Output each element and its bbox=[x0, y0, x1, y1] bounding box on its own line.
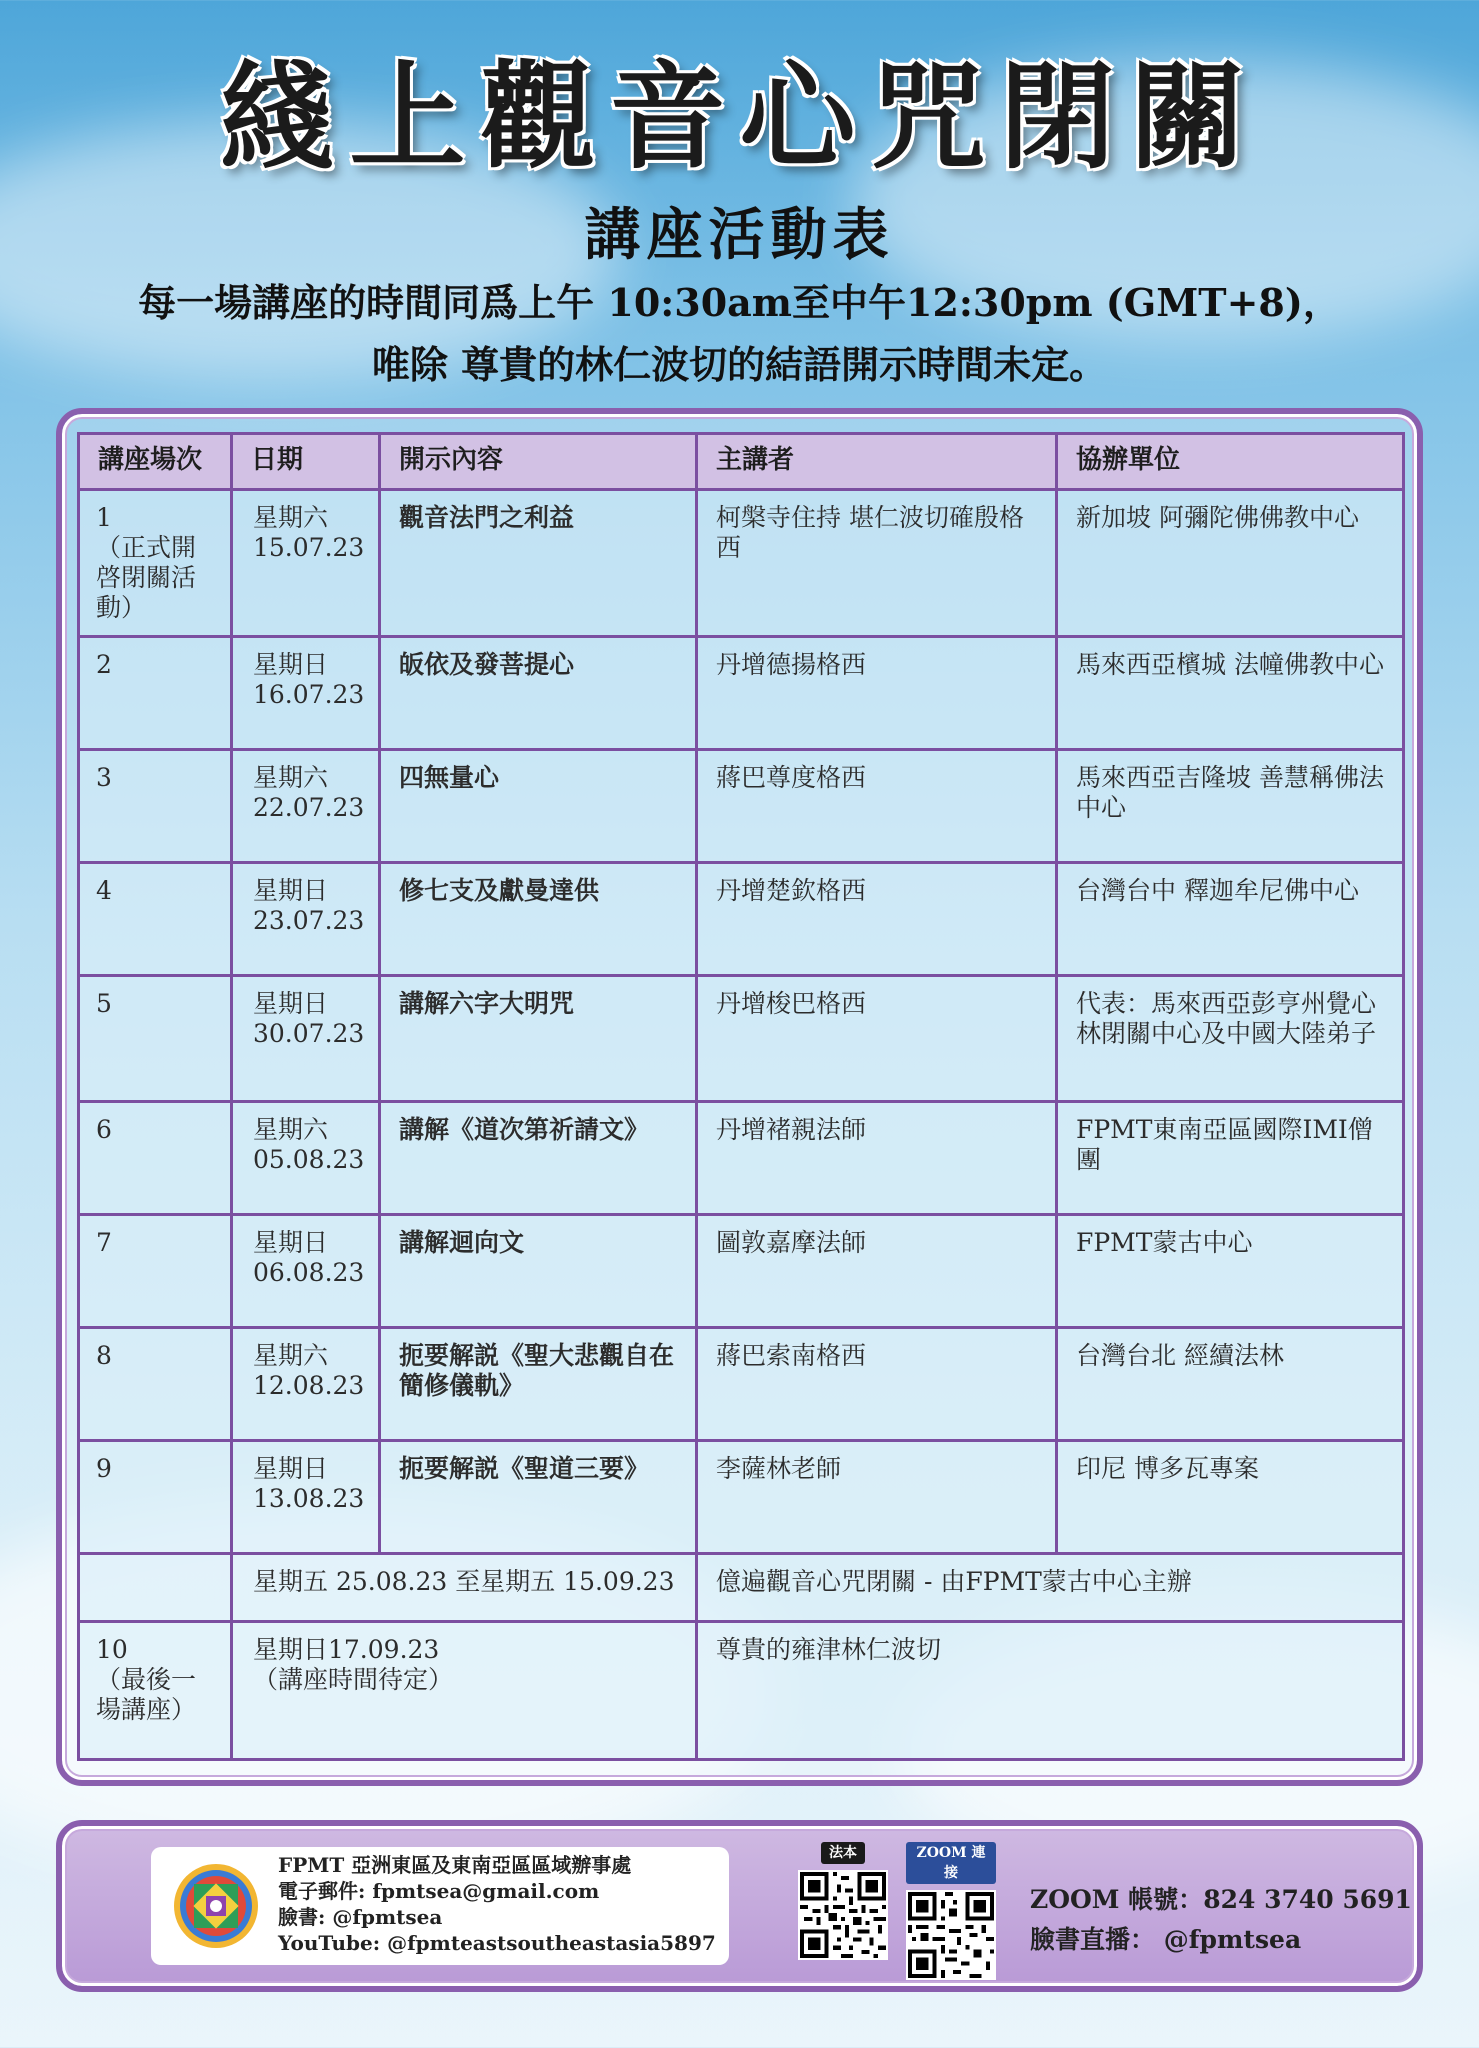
date-note: （講座時間待定） bbox=[253, 1665, 454, 1694]
topic-cell: 皈依及發菩提心 bbox=[380, 637, 697, 750]
youtube-link[interactable]: @fpmteastsoutheastasia5897 bbox=[387, 1931, 716, 1955]
host-cell: 台灣台中 釋迦牟尼佛中心 bbox=[1057, 863, 1404, 976]
topic-cell: 扼要解説《聖大悲觀自在簡修儀軌》 bbox=[380, 1328, 697, 1441]
session-number: 4 bbox=[96, 876, 112, 905]
topic-cell: 修七支及獻曼達供 bbox=[380, 863, 697, 976]
zoom-label: ZOOM 帳號： bbox=[1030, 1885, 1204, 1914]
speaker-cell: 丹增德揚格西 bbox=[697, 637, 1057, 750]
session-number: 6 bbox=[96, 1115, 112, 1144]
session-cell bbox=[79, 1441, 232, 1554]
session-cell bbox=[79, 1328, 232, 1441]
session-cell bbox=[79, 1215, 232, 1328]
live-label: 臉書直播： bbox=[1030, 1925, 1156, 1954]
facebook-line bbox=[278, 1904, 728, 1930]
org-name: FPMT 亞洲東區及東南亞區區域辦事處 bbox=[278, 1853, 632, 1877]
speaker-cell: 圖敦嘉摩法師 bbox=[697, 1215, 1057, 1328]
session-cell bbox=[79, 1622, 232, 1760]
table-header-row bbox=[79, 434, 1404, 490]
host-cell: FPMT蒙古中心 bbox=[1057, 1215, 1404, 1328]
session-number: 1 bbox=[96, 503, 112, 532]
session-cell bbox=[79, 490, 232, 637]
topic-cell: 觀音法門之利益 bbox=[380, 490, 697, 637]
topic-cell: 講解迴向文 bbox=[380, 1215, 697, 1328]
zoom-qr-block[interactable] bbox=[906, 1842, 996, 1984]
speaker-cell: 尊貴的雍津林仁波切 bbox=[697, 1622, 1404, 1760]
table-row bbox=[79, 1441, 1404, 1554]
table-row bbox=[79, 863, 1404, 976]
email-link[interactable]: fpmtsea@gmail.com bbox=[372, 1879, 600, 1903]
weekday: 星期日 bbox=[253, 650, 329, 679]
weekday: 星期日 bbox=[253, 989, 329, 1018]
header-topic: 開示內容 bbox=[380, 434, 697, 490]
host-cell: 馬來西亞吉隆坡 善慧稱佛法中心 bbox=[1057, 750, 1404, 863]
text-qr-block[interactable] bbox=[798, 1842, 888, 1964]
date-cell bbox=[232, 976, 380, 1102]
date: 12.08.23 bbox=[253, 1371, 365, 1400]
host-cell: 新加坡 阿彌陀佛佛教中心 bbox=[1057, 490, 1404, 637]
date: 30.07.23 bbox=[253, 1019, 365, 1048]
speaker-cell: 蔣巴索南格西 bbox=[697, 1328, 1057, 1441]
header-date: 日期 bbox=[232, 434, 380, 490]
youtube-label: YouTube: bbox=[278, 1931, 381, 1955]
retreat-description: 億遍觀音心咒閉關 - 由FPMT蒙古中心主辦 bbox=[697, 1554, 1404, 1622]
header-host: 協辦單位 bbox=[1057, 434, 1404, 490]
table-row bbox=[79, 490, 1404, 637]
date: 06.08.23 bbox=[253, 1258, 365, 1287]
header-speaker: 主講者 bbox=[697, 434, 1057, 490]
topic-cell: 講解六字大明咒 bbox=[380, 976, 697, 1102]
page-title: 綫上觀音心咒閉關 bbox=[219, 49, 1260, 185]
session-cell bbox=[79, 1102, 232, 1215]
time-note-line1: 每一場講座的時間同爲上午 10:30am至中午12:30pm (GMT+8)， bbox=[138, 280, 1341, 325]
date-cell bbox=[232, 863, 380, 976]
speaker-cell: 丹增褚親法師 bbox=[697, 1102, 1057, 1215]
date: 23.07.23 bbox=[253, 906, 365, 935]
topic-cell: 扼要解説《聖道三要》 bbox=[380, 1441, 697, 1554]
weekday: 星期日 bbox=[253, 1228, 329, 1257]
session-number: 2 bbox=[96, 650, 112, 679]
speaker-cell: 丹增楚欽格西 bbox=[697, 863, 1057, 976]
session-number: 10 bbox=[96, 1635, 128, 1664]
zoom-id[interactable]: 824 3740 5691 bbox=[1203, 1885, 1412, 1914]
table-row bbox=[79, 1215, 1404, 1328]
date-cell bbox=[232, 1441, 380, 1554]
retreat-row bbox=[79, 1554, 1404, 1622]
host-cell: 台灣台北 經續法林 bbox=[1057, 1328, 1404, 1441]
youtube-line bbox=[278, 1930, 728, 1956]
table-row bbox=[79, 1328, 1404, 1441]
qr-code-icon[interactable] bbox=[798, 1870, 888, 1960]
date-cell bbox=[232, 637, 380, 750]
email-label: 電子郵件: bbox=[278, 1879, 366, 1903]
page-subtitle: 講座活動表 bbox=[584, 202, 895, 268]
session-cell bbox=[79, 637, 232, 750]
table-row bbox=[79, 976, 1404, 1102]
speaker-cell: 柯槃寺住持 堪仁波切確殷格西 bbox=[697, 490, 1057, 637]
date: 13.08.23 bbox=[253, 1484, 365, 1513]
speaker-cell: 丹增梭巴格西 bbox=[697, 976, 1057, 1102]
topic-cell: 講解《道次第祈請文》 bbox=[380, 1102, 697, 1215]
session-note: （最後一場講座） bbox=[96, 1665, 197, 1724]
session-cell bbox=[79, 863, 232, 976]
date-cell bbox=[232, 1102, 380, 1215]
weekday: 星期六 bbox=[253, 1115, 329, 1144]
table-row bbox=[79, 750, 1404, 863]
retreat-session-cell bbox=[79, 1554, 232, 1622]
qr-label-text: 法本 bbox=[821, 1842, 865, 1864]
session-number: 5 bbox=[96, 989, 112, 1018]
table-row bbox=[79, 637, 1404, 750]
fpmt-mandala-logo-icon bbox=[172, 1862, 260, 1950]
host-cell: 代表：馬來西亞彭亨州覺心林閉關中心及中國大陸弟子 bbox=[1057, 976, 1404, 1102]
qr-code-icon[interactable] bbox=[906, 1890, 996, 1980]
session-cell bbox=[79, 976, 232, 1102]
session-cell bbox=[79, 750, 232, 863]
contact-info bbox=[278, 1852, 728, 1956]
retreat-dates: 星期五 25.08.23 至星期五 15.09.23 bbox=[232, 1554, 697, 1622]
zoom-info bbox=[1030, 1880, 1412, 1960]
date-cell bbox=[232, 1622, 697, 1760]
topic-cell: 四無量心 bbox=[380, 750, 697, 863]
facebook-label: 臉書: bbox=[278, 1905, 326, 1929]
zoom-line bbox=[1030, 1880, 1412, 1920]
weekday: 星期六 bbox=[253, 503, 329, 532]
weekday: 星期六 bbox=[253, 1341, 329, 1370]
session-number: 9 bbox=[96, 1454, 112, 1483]
date-cell bbox=[232, 1328, 380, 1441]
table-row bbox=[79, 1102, 1404, 1215]
facebook-link[interactable]: @fpmtsea bbox=[332, 1905, 443, 1929]
weekday: 星期日 bbox=[253, 1454, 329, 1483]
date: 05.08.23 bbox=[253, 1145, 365, 1174]
speaker-cell: 李薩林老師 bbox=[697, 1441, 1057, 1554]
date-cell bbox=[232, 490, 380, 637]
qr-label-zoom: ZOOM 連接 bbox=[906, 1842, 996, 1884]
session-note: （正式開啓閉關活動） bbox=[96, 533, 197, 622]
date: 16.07.23 bbox=[253, 680, 365, 709]
date: 22.07.23 bbox=[253, 793, 365, 822]
host-cell: 馬來西亞檳城 法幢佛教中心 bbox=[1057, 637, 1404, 750]
live-line bbox=[1030, 1920, 1412, 1960]
time-note-line2: 唯除 尊貴的林仁波切的結語開示時間未定。 bbox=[371, 342, 1108, 387]
live-handle[interactable]: @fpmtsea bbox=[1163, 1925, 1302, 1954]
session-number: 8 bbox=[96, 1341, 112, 1370]
final-session-row bbox=[79, 1622, 1404, 1760]
host-cell: FPMT東南亞區國際IMI僧團 bbox=[1057, 1102, 1404, 1215]
email-line bbox=[278, 1878, 728, 1904]
weekday: 星期日 bbox=[253, 876, 329, 905]
header-session: 講座場次 bbox=[79, 434, 232, 490]
schedule-table bbox=[77, 432, 1405, 1761]
date-cell bbox=[232, 1215, 380, 1328]
speaker-cell: 蔣巴尊度格西 bbox=[697, 750, 1057, 863]
host-cell: 印尼 博多瓦專案 bbox=[1057, 1441, 1404, 1554]
date: 星期日17.09.23 bbox=[253, 1635, 440, 1664]
session-number: 7 bbox=[96, 1228, 112, 1257]
date-cell bbox=[232, 750, 380, 863]
date: 15.07.23 bbox=[253, 533, 365, 562]
weekday: 星期六 bbox=[253, 763, 329, 792]
session-number: 3 bbox=[96, 763, 112, 792]
page-header bbox=[0, 0, 1479, 394]
